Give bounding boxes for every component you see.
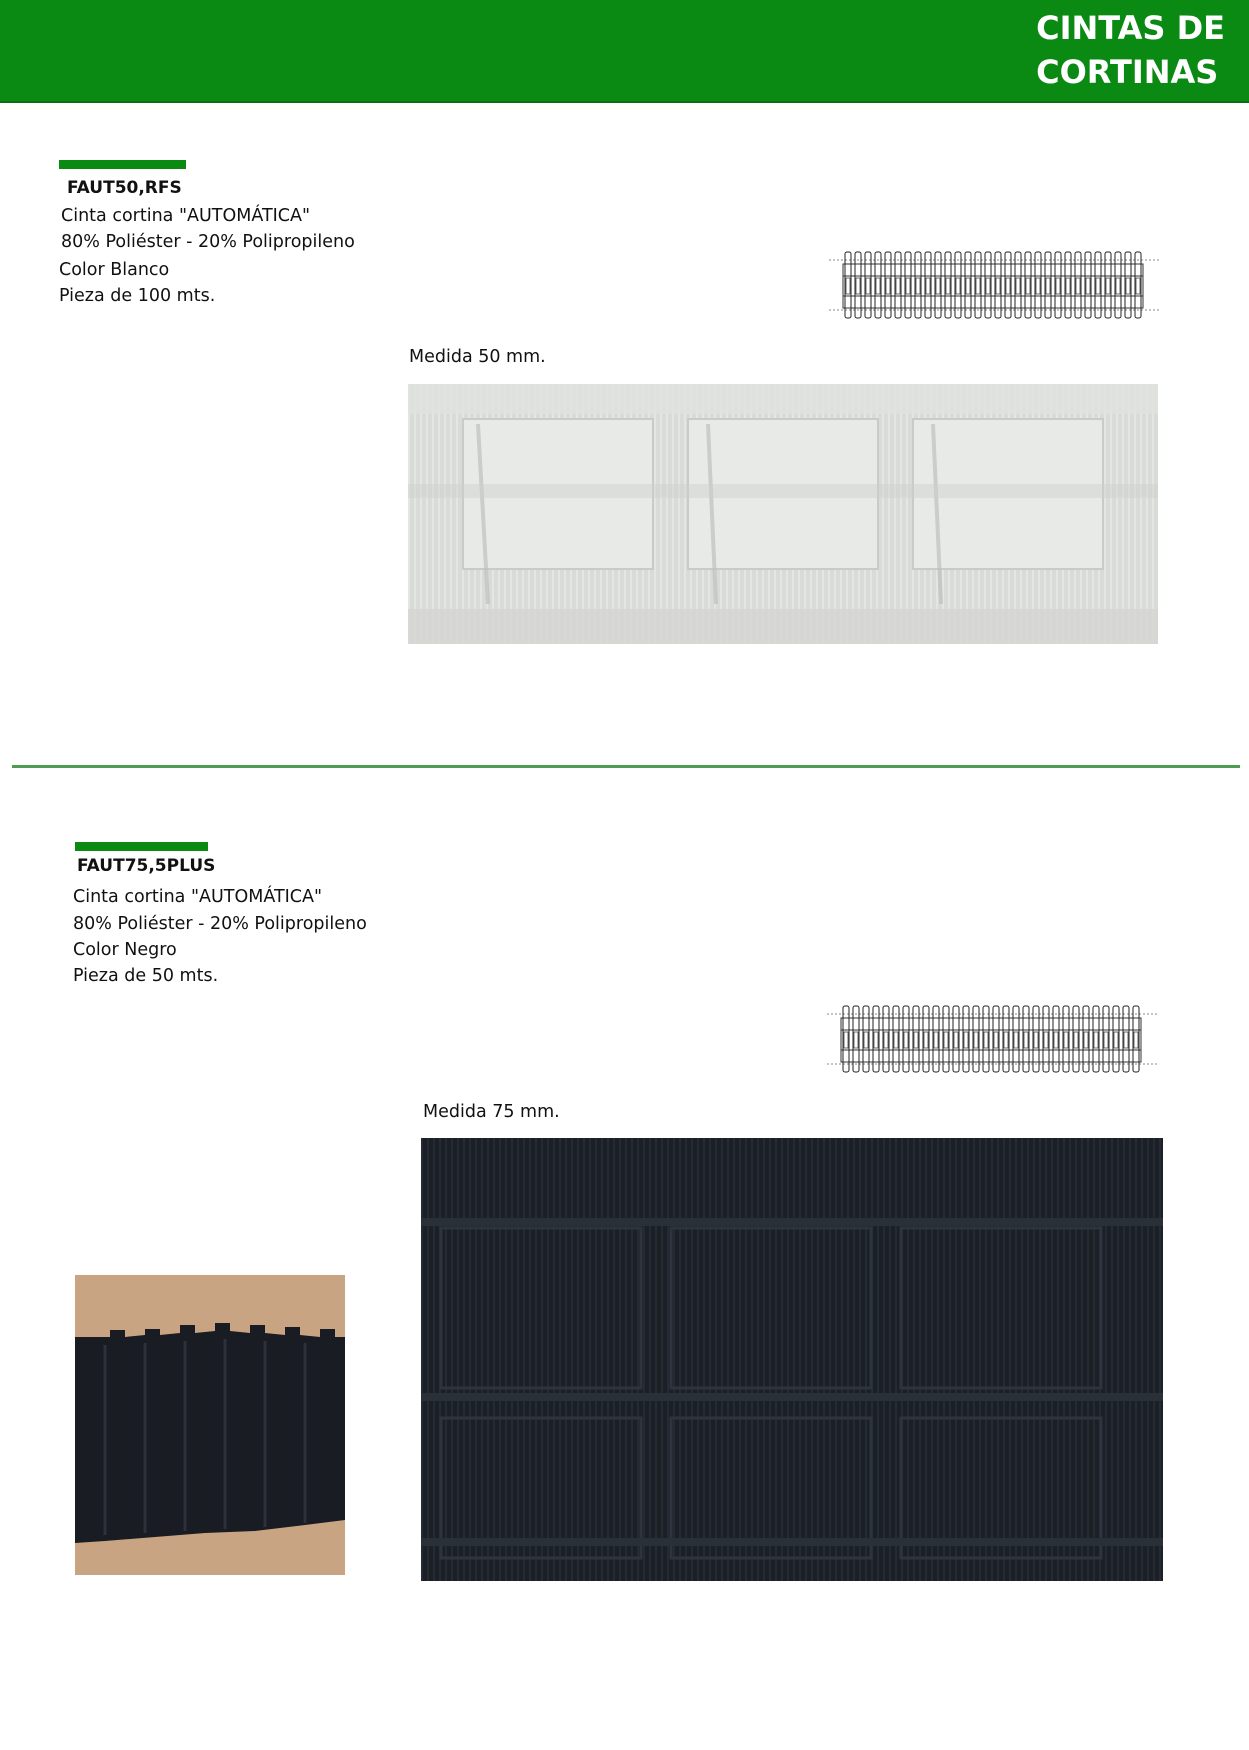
product-2-color: Color Negro [73, 940, 177, 960]
product-2-fabric-image [421, 1138, 1163, 1581]
section-divider [12, 765, 1240, 768]
product-2-schematic [827, 1002, 1158, 1076]
product-1-piece: Pieza de 100 mts. [59, 286, 216, 306]
page-title [1036, 6, 1225, 94]
product-1-schematic [829, 248, 1160, 322]
product-1-code: FAUT50,RFS [67, 178, 182, 198]
product-2-pleated-sample-image [75, 1275, 345, 1575]
page-header [0, 0, 1249, 103]
product-1-accent-bar [59, 160, 186, 169]
product-2-composition: 80% Poliéster - 20% Polipropileno [73, 914, 367, 934]
product-2-code: FAUT75,5PLUS [77, 856, 216, 876]
product-1-size: Medida 50 mm. [409, 347, 546, 367]
product-2-size: Medida 75 mm. [423, 1102, 560, 1122]
product-1-color: Color Blanco [59, 260, 170, 280]
title-line-1: CINTAS DE [1036, 9, 1225, 47]
product-2-description: Cinta cortina "AUTOMÁTICA" [73, 887, 323, 907]
product-2-piece: Pieza de 50 mts. [73, 966, 219, 986]
product-2-accent-bar [75, 842, 208, 851]
product-1-composition: 80% Poliéster - 20% Polipropileno [61, 232, 355, 252]
title-line-2: CORTINAS [1036, 53, 1219, 91]
product-1-description: Cinta cortina "AUTOMÁTICA" [61, 206, 311, 226]
product-1-fabric-image [408, 384, 1158, 644]
